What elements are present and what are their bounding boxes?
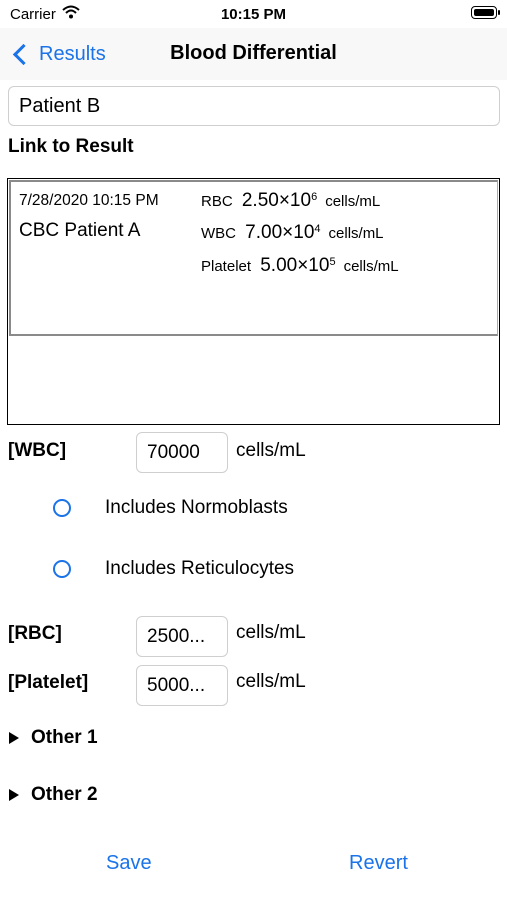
patient-name-value: Patient B bbox=[19, 94, 101, 117]
platelet-input-value: 5000... bbox=[147, 674, 206, 696]
other-1-disclosure[interactable] bbox=[9, 727, 98, 749]
reticulocytes-label: Includes Reticulocytes bbox=[105, 558, 295, 579]
rbc-input-value: 2500... bbox=[147, 625, 206, 647]
result-platelet-value: 5.00×10 bbox=[260, 255, 330, 276]
back-button-label: Results bbox=[39, 42, 106, 65]
status-bar bbox=[0, 0, 507, 28]
rbc-unit: cells/mL bbox=[236, 622, 306, 643]
result-platelet bbox=[201, 255, 399, 277]
reticulocytes-radio[interactable] bbox=[53, 560, 71, 578]
other-1-label: Other 1 bbox=[31, 727, 98, 748]
wbc-input-value: 70000 bbox=[147, 441, 200, 463]
result-rbc-label: RBC bbox=[201, 193, 233, 210]
result-name: CBC Patient A bbox=[19, 220, 141, 241]
disclosure-triangle-icon bbox=[9, 789, 19, 801]
patient-name-field[interactable] bbox=[8, 86, 500, 126]
platelet-unit: cells/mL bbox=[236, 671, 306, 692]
other-2-disclosure[interactable] bbox=[9, 784, 98, 806]
rbc-input[interactable] bbox=[136, 616, 228, 657]
normoblasts-radio[interactable] bbox=[53, 499, 71, 517]
result-platelet-label: Platelet bbox=[201, 258, 252, 275]
status-time: 10:15 PM bbox=[220, 6, 287, 23]
revert-button[interactable]: Revert bbox=[349, 852, 408, 874]
wbc-label: [WBC] bbox=[8, 440, 67, 461]
result-wbc-unit: cells/mL bbox=[328, 225, 384, 242]
navigation-bar bbox=[0, 28, 507, 80]
result-wbc bbox=[201, 222, 384, 244]
result-platelet-exponent: 5 bbox=[329, 256, 336, 268]
wbc-input[interactable] bbox=[136, 432, 228, 473]
battery-icon bbox=[471, 6, 497, 19]
result-platelet-unit: cells/mL bbox=[343, 258, 399, 275]
result-rbc-exponent: 6 bbox=[311, 191, 318, 203]
link-to-result-label: Link to Result bbox=[8, 136, 134, 157]
result-wbc-label: WBC bbox=[201, 225, 236, 242]
page-title: Blood Differential bbox=[170, 42, 337, 64]
carrier-label: Carrier bbox=[10, 6, 56, 23]
result-wbc-value: 7.00×10 bbox=[245, 222, 315, 243]
result-wbc-exponent: 4 bbox=[314, 223, 321, 235]
result-rbc-value: 2.50×10 bbox=[241, 190, 312, 211]
result-rbc bbox=[201, 190, 380, 212]
wbc-unit: cells/mL bbox=[236, 440, 306, 461]
result-datetime: 7/28/2020 10:15 PM bbox=[19, 192, 159, 209]
rbc-label: [RBC] bbox=[8, 623, 62, 644]
other-2-label: Other 2 bbox=[31, 784, 98, 805]
result-rbc-unit: cells/mL bbox=[325, 193, 381, 210]
platelet-input[interactable] bbox=[136, 665, 228, 706]
disclosure-triangle-icon bbox=[9, 732, 19, 744]
normoblasts-label: Includes Normoblasts bbox=[105, 497, 288, 518]
platelet-label: [Platelet] bbox=[8, 672, 89, 693]
save-button[interactable]: Save bbox=[106, 852, 152, 874]
